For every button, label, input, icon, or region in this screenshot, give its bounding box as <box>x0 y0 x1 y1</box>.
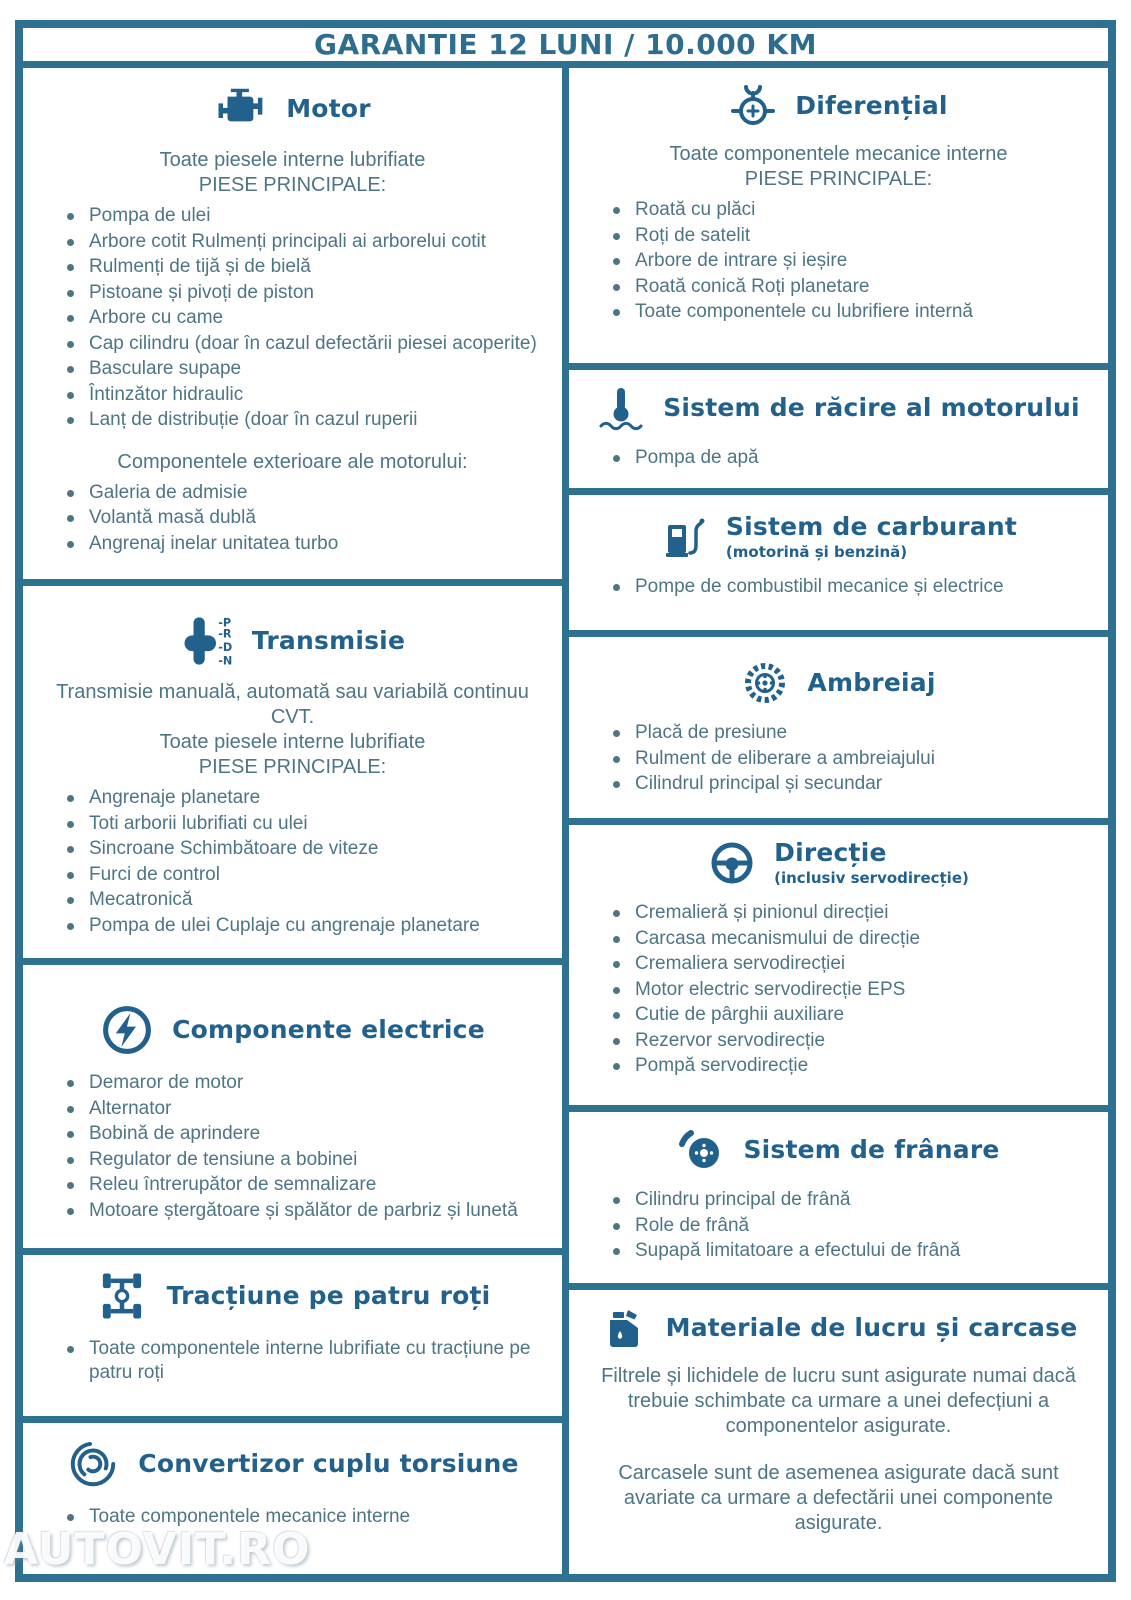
list-item: Roți de satelit <box>611 224 1090 248</box>
list-item: Întinzător hidraulic <box>65 383 544 407</box>
section-header <box>583 839 1094 887</box>
parts-list <box>583 575 1094 601</box>
note-line: Transmisie manuală, automată sau variabilă continuu CVT. <box>56 681 529 728</box>
list-item: Toate componentele mecanice interne <box>65 1505 544 1529</box>
section-titlewrap <box>663 394 1080 422</box>
section-titlewrap <box>774 839 969 887</box>
list-item: Alternator <box>65 1097 544 1121</box>
list-item: Regulator de tensiune a bobinei <box>65 1148 544 1172</box>
warranty-sheet <box>15 20 1116 1582</box>
column-divider <box>562 68 569 1574</box>
section-title: Sistem de frânare <box>743 1135 1000 1165</box>
list-item: Pompa de ulei Cuplaje cu angrenaje planetare <box>65 914 544 938</box>
list-item: Cremaliera servodirecției <box>611 952 1090 976</box>
list-item: Rezervor servodirecție <box>611 1029 1090 1053</box>
lightning-icon <box>100 1003 154 1057</box>
parts-list <box>37 1337 548 1386</box>
list-item: Pompă servodirecție <box>611 1054 1090 1078</box>
list-item: Sincroane Schimbătoare de viteze <box>65 837 544 861</box>
list-item: Arbore cotit Rulmenți principali ai arborelui cotit <box>65 230 544 254</box>
section-titlewrap <box>807 669 935 697</box>
section-diferential <box>569 68 1108 370</box>
list-item: Pompa de apă <box>611 446 1090 470</box>
section-title: Sistem de carburant <box>725 512 1018 542</box>
note-line: Toate piesele interne lubrifiate <box>159 149 426 171</box>
list-item: Furci de control <box>65 863 544 887</box>
list-item: Placă de presiune <box>611 721 1090 745</box>
content-columns <box>23 68 1108 1574</box>
section-subtitle: (inclusiv servodirecție) <box>774 868 969 887</box>
list-item: Rulment de eliberare a ambreiajului <box>611 747 1090 771</box>
list-item: Basculare supape <box>65 357 544 381</box>
section-header <box>583 1304 1094 1352</box>
section-title: Componente electrice <box>172 1015 485 1045</box>
list-item: Pistoane și pivoți de piston <box>65 281 544 305</box>
page-title: GARANTIE 12 LUNI / 10.000 KM <box>23 28 1108 68</box>
section-title: Direcție <box>774 838 887 868</box>
list-item: Roată conică Roți planetare <box>611 275 1090 299</box>
list-item: Cap cilindru (doar în cazul defectării piesei acoperite) <box>65 332 544 356</box>
section-header <box>583 384 1094 432</box>
brake-disc-icon <box>677 1126 725 1174</box>
list-item: Pompa de ulei <box>65 204 544 228</box>
section-note <box>589 1364 1088 1439</box>
list-item: Cilindrul principal și secundar <box>611 772 1090 796</box>
list-item: Galeria de admisie <box>65 481 544 505</box>
list-item: Carcasa mecanismului de direcție <box>611 927 1090 951</box>
four-wheel-drive-icon <box>95 1269 149 1323</box>
section-subtitle: (motorină și benzină) <box>725 542 908 561</box>
section-note <box>589 1461 1088 1536</box>
list-item: Arbore de intrare și ieșire <box>611 249 1090 273</box>
left-column <box>23 68 562 1574</box>
note-line: Toate piesele interne lubrifiate <box>159 731 426 753</box>
list-item: Bobină de aprindere <box>65 1122 544 1146</box>
list-item: Angrenaje planetare <box>65 786 544 810</box>
section-titlewrap <box>138 1450 518 1478</box>
section-componente-electrice <box>23 965 562 1255</box>
section-title: Motor <box>286 94 371 124</box>
clutch-disc-icon <box>741 659 789 707</box>
parts-list <box>583 721 1094 798</box>
list-item: Angrenaj inelar unitatea turbo <box>65 532 544 556</box>
parts-list <box>37 481 548 558</box>
note-line: Componentele exterioare ale motorului: <box>117 450 468 473</box>
parts-list <box>37 1071 548 1224</box>
section-note <box>43 680 542 780</box>
note-line: PIESE PRINCIPALE: <box>198 756 387 778</box>
section-header <box>37 1437 548 1491</box>
steering-wheel-icon <box>708 839 756 887</box>
list-item: Motoare ștergătoare și spălător de parbriz și lunetă <box>65 1199 544 1223</box>
list-item: Releu întrerupător de semnalizare <box>65 1173 544 1197</box>
parts-list <box>583 198 1094 326</box>
list-item: Cremalieră și pinionul direcției <box>611 901 1090 925</box>
section-note <box>43 148 542 198</box>
section-materiale <box>569 1290 1108 1574</box>
list-item: Toti arborii lubrifiati cu ulei <box>65 812 544 836</box>
right-column <box>569 68 1108 1574</box>
section-titlewrap <box>286 95 371 123</box>
autovit-watermark-logo: AUTOVIT.RO <box>4 1524 311 1575</box>
oil-canister-icon <box>600 1304 648 1352</box>
section-header <box>37 82 548 136</box>
fuel-pump-icon <box>660 513 708 561</box>
section-header <box>37 1269 548 1323</box>
parts-list <box>37 204 548 434</box>
section-header <box>583 513 1094 561</box>
note-line: Toate componentele mecanice interne <box>669 143 1008 165</box>
section-title: Sistem de răcire al motorului <box>663 393 1080 423</box>
note-line: Filtrele și lichidele de lucru sunt asigurate numai dacă trebuie schimbate ca urmare a unei defecțiuni a componentelor asigurate. <box>601 1365 1076 1437</box>
list-item: Toate componentele interne lubrifiate cu tracțiune pe patru roți <box>65 1337 544 1384</box>
section-titlewrap <box>172 1016 485 1044</box>
differential-icon <box>729 82 777 130</box>
thermometer-icon <box>597 384 645 432</box>
note-line: PIESE PRINCIPALE: <box>744 168 933 190</box>
section-franare <box>569 1112 1108 1290</box>
list-item: Supapă limitatoare a efectului de frână <box>611 1239 1090 1263</box>
list-item: Toate componentele cu lubrifiere internă <box>611 300 1090 324</box>
list-item: Roată cu plăci <box>611 198 1090 222</box>
list-item: Demaror de motor <box>65 1071 544 1095</box>
section-title: Ambreiaj <box>807 668 936 698</box>
section-header <box>37 1003 548 1057</box>
list-item: Volantă masă dublă <box>65 506 544 530</box>
note-line: Carcasele sunt de asemenea asigurate dacă sunt avariate ca urmare a defectării unei componente asigurate. <box>618 1462 1059 1534</box>
section-ambreiaj <box>569 637 1108 825</box>
section-titlewrap <box>167 1282 491 1310</box>
list-item: Pompe de combustibil mecanice și electrice <box>611 575 1090 599</box>
note-line: PIESE PRINCIPALE: <box>198 174 387 196</box>
list-item: Arbore cu came <box>65 306 544 330</box>
section-note <box>43 450 542 475</box>
list-item: Lanț de distribuție (doar în cazul ruperii <box>65 408 544 432</box>
svg-text:-P: -P <box>218 616 232 630</box>
list-item: Role de frână <box>611 1214 1090 1238</box>
list-item: Rulmenți de tijă și de bielă <box>65 255 544 279</box>
parts-list <box>583 446 1094 472</box>
section-note <box>589 142 1088 192</box>
section-title: Materiale de lucru și carcase <box>665 1313 1078 1343</box>
section-header <box>37 614 548 668</box>
parts-list <box>37 786 548 939</box>
section-racire <box>569 370 1108 495</box>
section-title: Convertizor cuplu torsiune <box>138 1449 519 1479</box>
engine-icon <box>214 82 268 136</box>
section-titlewrap <box>795 92 947 120</box>
section-header <box>583 1126 1094 1174</box>
svg-text:-N: -N <box>218 654 233 668</box>
section-titlewrap <box>252 627 405 655</box>
svg-text:-D: -D <box>218 641 233 655</box>
section-transmisie <box>23 586 562 965</box>
parts-list <box>583 901 1094 1080</box>
list-item: Cilindru principal de frână <box>611 1188 1090 1212</box>
section-title: Tracțiune pe patru roți <box>166 1281 491 1311</box>
list-item: Mecatronică <box>65 888 544 912</box>
gear-shifter-icon <box>180 614 234 668</box>
section-carburant <box>569 495 1108 637</box>
section-titlewrap <box>666 1314 1078 1342</box>
list-item: Cutie de pârghii auxiliare <box>611 1003 1090 1027</box>
section-titlewrap <box>726 513 1017 561</box>
list-item: Motor electric servodirecție EPS <box>611 978 1090 1002</box>
svg-text:-R: -R <box>218 627 232 641</box>
section-directie <box>569 825 1108 1112</box>
section-title: Diferențial <box>795 91 948 121</box>
torque-converter-icon <box>66 1437 120 1491</box>
section-title: Transmisie <box>251 626 406 656</box>
parts-list <box>583 1188 1094 1265</box>
section-motor <box>23 68 562 586</box>
section-header <box>583 659 1094 707</box>
section-header <box>583 82 1094 130</box>
section-tractiune <box>23 1255 562 1423</box>
section-titlewrap <box>743 1136 999 1164</box>
